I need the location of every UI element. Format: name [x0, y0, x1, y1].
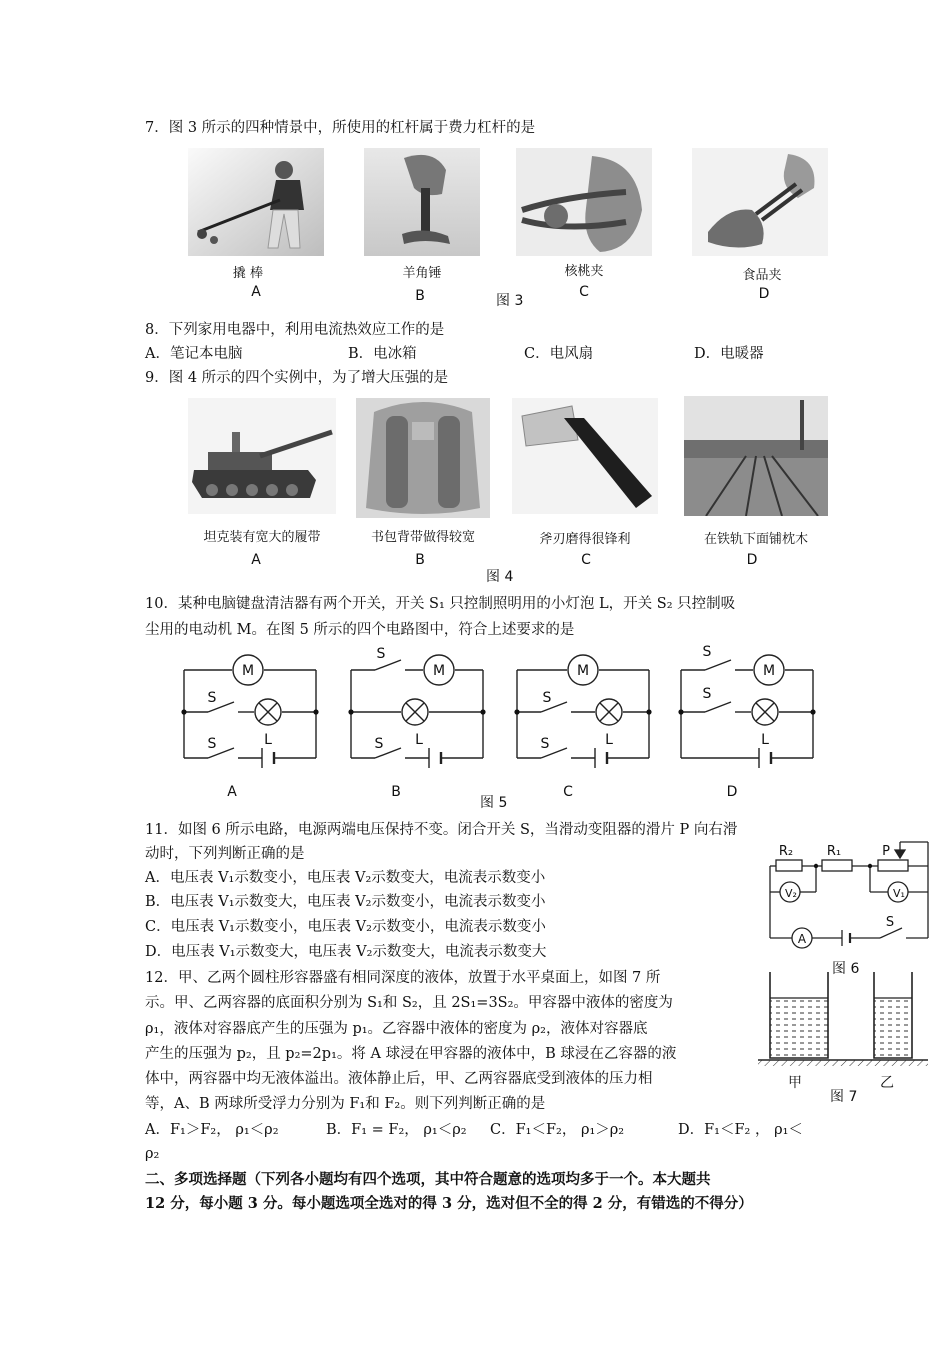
- q11-figure-label: 图 6: [832, 961, 860, 977]
- q9-letter-b: B: [415, 552, 425, 568]
- q11-stem-line2: 动时，下列判断正确的是: [145, 846, 305, 862]
- q12-container-left-label: 甲: [788, 1075, 802, 1091]
- q10-letter-c: C: [563, 784, 573, 800]
- q7-letter-d: D: [758, 286, 770, 302]
- q12-option-d-wrap: ρ₂: [145, 1146, 160, 1162]
- fig6-r2-label: R₂: [778, 844, 794, 859]
- q9-letter-d: D: [746, 552, 758, 568]
- q9-caption-d: 在铁轨下面铺枕木: [703, 532, 808, 547]
- circuit-d-switch2: S: [702, 686, 712, 702]
- q12-option-d: D．F₁＜F₂ ， ρ₁＜: [678, 1122, 803, 1138]
- q12-option-c: C．F₁＜F₂， ρ₁＞ρ₂: [490, 1122, 625, 1138]
- q7-caption-c: 核桃夹: [564, 264, 604, 279]
- q9-figure-label: 图 4: [486, 569, 514, 585]
- q8-option-c: C．电风扇: [524, 346, 594, 362]
- fig6-ammeter-label: A: [797, 932, 807, 946]
- circuit-d-switch1: S: [702, 644, 712, 660]
- q12-stem-line4: 产生的压强为 p₂，且 p₂=2p₁。将 A 球浸在甲容器的液体中，B 球浸在乙容器的液: [145, 1046, 677, 1062]
- q8-option-d: D．电暖器: [694, 346, 764, 362]
- q10-stem-line2: 尘用的电动机 M。在图 5 所示的四个电路图中，符合上述要求的是: [145, 622, 575, 638]
- circuit-b: [351, 655, 483, 768]
- q7-letter-c: C: [579, 284, 589, 300]
- fig6-p-label: P: [882, 844, 890, 859]
- q12-option-a: A．F₁＞F₂， ρ₁＜ρ₂: [145, 1122, 279, 1138]
- section2-heading-line1: 二、多项选择题（下列各小题均有四个选项，其中符合题意的选项均多于一个。本大题共: [145, 1171, 711, 1188]
- q7-figure-label: 图 3: [496, 293, 524, 309]
- q10-letter-a: A: [227, 784, 237, 800]
- q12-stem-line3: ρ₁，液体对容器底产生的压强为 p₁。乙容器中液体的密度为 ρ₂，液体对容器底: [145, 1021, 648, 1037]
- q7-letter-a: A: [251, 284, 261, 300]
- circuit-b-switch2: S: [374, 736, 384, 752]
- circuit-a-motor: M: [241, 663, 255, 679]
- q10-letter-d: D: [726, 784, 738, 800]
- q11-option-a: A．电压表 V₁示数变小，电压表 V₂示数变大，电流表示数变小: [145, 870, 546, 886]
- q9-caption-c: 斧刃磨得很锋利: [539, 532, 631, 547]
- q7-caption-d: 食品夹: [742, 268, 782, 283]
- q7-caption-b: 羊角锤: [402, 266, 442, 281]
- q9-stem: 9．图 4 所示的四个实例中，为了增大压强的是: [145, 370, 449, 386]
- q12-figure-label: 图 7: [830, 1089, 858, 1105]
- circuit-b-motor: M: [432, 663, 446, 679]
- q12-containers-figure-7: [752, 968, 932, 1078]
- q10-stem-line1: 10．某种电脑键盘清洁器有两个开关，开关 S₁ 只控制照明用的小灯泡 L，开关 S₂ 只控制吸: [145, 596, 736, 612]
- q10-figure-label: 图 5: [480, 795, 508, 811]
- q11-option-b: B．电压表 V₁示数变大，电压表 V₂示数变小，电流表示数变小: [145, 894, 546, 910]
- q12-container-right-label: 乙: [880, 1075, 894, 1091]
- circuit-c-switch1: S: [542, 690, 552, 706]
- circuit-d-lamp: L: [761, 732, 769, 748]
- q9-photo-axe: [512, 398, 658, 514]
- q10-letter-b: B: [391, 784, 401, 800]
- q7-stem: 7．图 3 所示的四种情景中，所使用的杠杆属于费力杠杆的是: [145, 120, 536, 136]
- q12-stem-line5: 体中，两容器中均无液体溢出。液体静止后，甲、乙两容器底受到液体的压力相: [145, 1071, 653, 1087]
- q7-letter-b: B: [415, 288, 425, 304]
- circuit-a-switch1: S: [207, 690, 217, 706]
- circuit-d-motor: M: [762, 663, 776, 679]
- q12-option-b: B．F₁ = F₂， ρ₁＜ρ₂: [326, 1122, 467, 1138]
- circuit-c-lamp: L: [605, 732, 613, 748]
- q12-stem-line6: 等，A、B 两球所受浮力分别为 F₁和 F₂。则下列判断正确的是: [145, 1096, 546, 1112]
- circuit-a-lamp: L: [264, 732, 272, 748]
- q9-caption-b: 书包背带做得较宽: [370, 530, 475, 545]
- q7-caption-a: 撬 棒: [232, 266, 264, 281]
- q9-caption-a: 坦克装有宽大的履带: [203, 530, 321, 545]
- q7-photo-hammer: [364, 148, 480, 256]
- q11-option-c: C．电压表 V₁示数变小，电压表 V₂示数变小，电流表示数变小: [145, 919, 546, 935]
- fig6-switch-label: S: [885, 915, 895, 930]
- q7-photo-food-tongs: [692, 148, 828, 256]
- q9-photo-railway: [684, 396, 828, 516]
- q7-photo-crowbar: [188, 148, 324, 256]
- q9-letter-a: A: [251, 552, 261, 568]
- q8-stem: 8．下列家用电器中，利用电流热效应工作的是: [145, 322, 445, 338]
- q8-option-a: A．笔记本电脑: [145, 346, 243, 362]
- q8-option-b: B．电冰箱: [348, 346, 417, 362]
- circuit-c-motor: M: [576, 663, 590, 679]
- q11-stem-line1: 11．如图 6 所示电路，电源两端电压保持不变。闭合开关 S，当滑动变阻器的滑片 P 向右滑: [145, 822, 738, 838]
- q11-circuit-figure-6: [762, 838, 942, 962]
- section2-heading-line2: 12 分，每小题 3 分。每小题选项全选对的得 3 分，选对但不全的得 2 分，有错选的不得分）: [145, 1195, 753, 1212]
- circuit-d: [681, 655, 813, 768]
- q12-stem-line1: 12．甲、乙两个圆柱形容器盛有相同深度的液体，放置于水平桌面上，如图 7 所: [145, 970, 661, 986]
- q12-stem-line2: 示。甲、乙两容器的底面积分别为 S₁和 S₂，且 2S₁=3S₂。甲容器中液体的密度为: [145, 995, 673, 1011]
- q9-letter-c: C: [581, 552, 591, 568]
- circuit-c-switch2: S: [540, 736, 550, 752]
- q11-option-d: D．电压表 V₁示数变大，电压表 V₂示数变大，电流表示数变大: [145, 944, 547, 960]
- q10-circuits: [170, 644, 870, 774]
- fig6-r1-label: R₁: [826, 844, 842, 859]
- q7-photo-nutcracker: [516, 148, 652, 256]
- circuit-b-lamp: L: [415, 732, 423, 748]
- fig6-v2-label: V₂: [785, 887, 797, 900]
- circuit-a-switch2: S: [207, 736, 217, 752]
- q9-photo-backpack: [356, 398, 490, 518]
- fig6-v1-label: V₁: [893, 887, 905, 900]
- circuit-b-switch1: S: [376, 646, 386, 662]
- q9-photo-tank: [188, 398, 336, 514]
